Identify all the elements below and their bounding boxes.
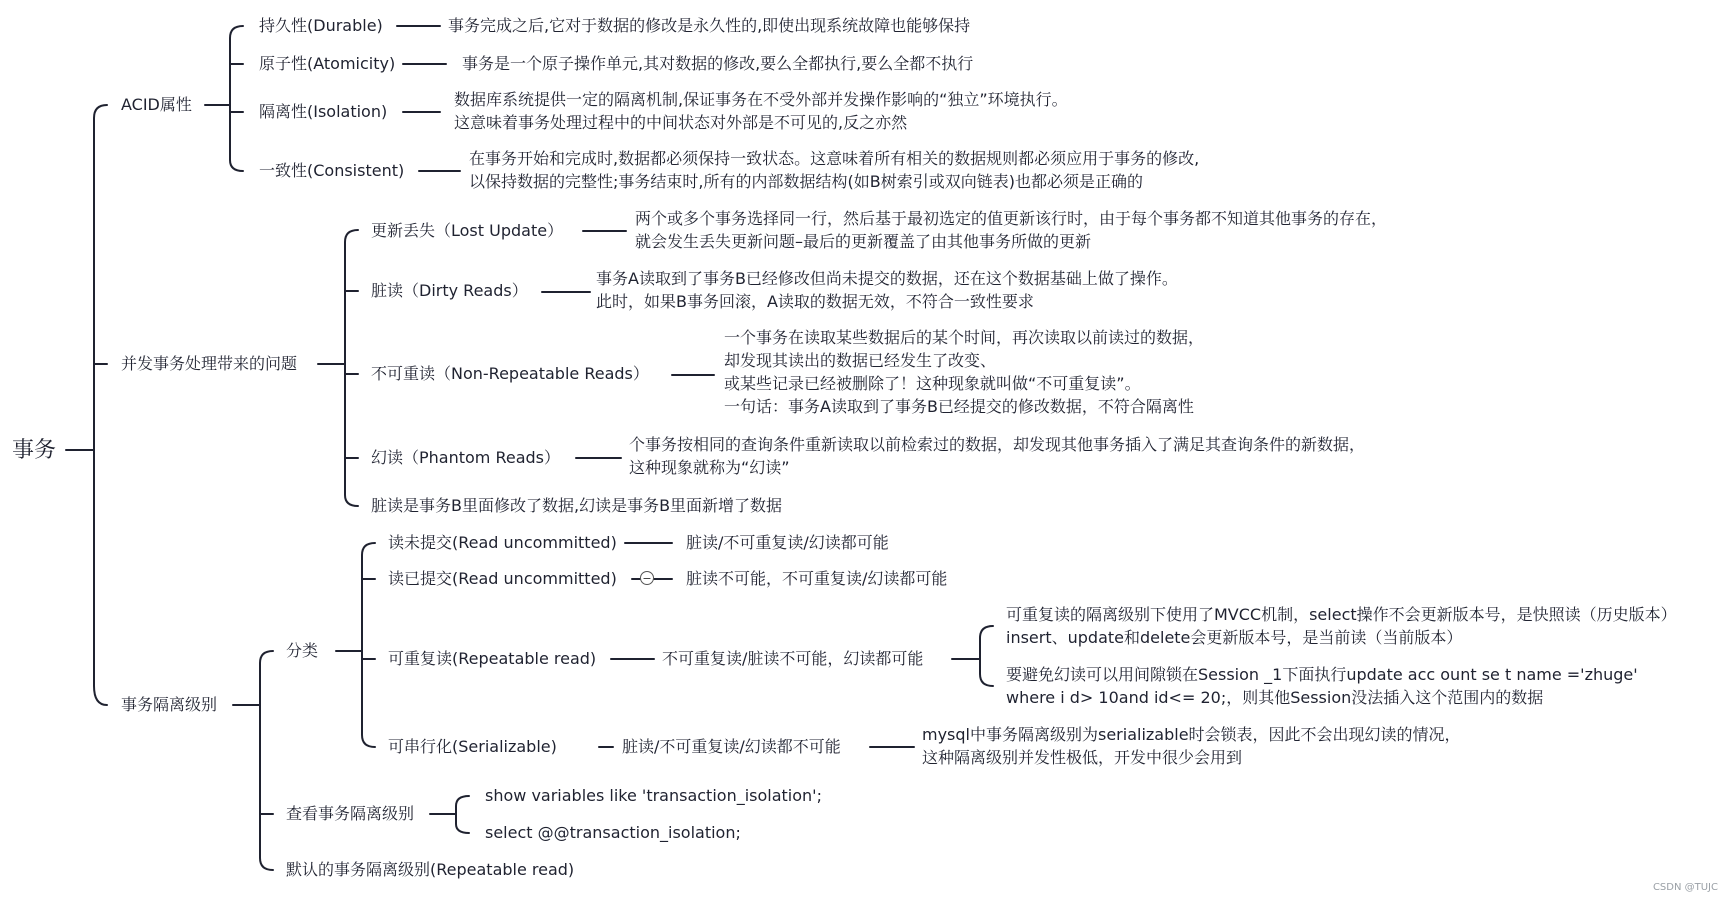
mvcc-note-line2: insert、update和delete会更新版本号，是当前读（当前版本）	[1006, 628, 1463, 647]
dirty-reads-desc	[596, 267, 1178, 313]
consistent-desc	[469, 147, 1199, 193]
watermark: CSDN @TUJC	[1652, 882, 1718, 893]
read-committed-desc: 脏读不可能，不可重复读/幻读都可能	[686, 569, 948, 588]
isolation-level-node: 事务隔离级别	[121, 695, 218, 714]
mvcc-note	[1006, 603, 1677, 649]
serializable-desc: 脏读/不可重复读/幻读都不可能	[622, 737, 841, 756]
collapse-toggle-icon[interactable]: −	[640, 571, 654, 585]
lost-update-desc-line2: 就会发生丢失更新问题–最后的更新覆盖了由其他事务所做的更新	[635, 232, 1092, 251]
view-isolation-node: 查看事务隔离级别	[286, 804, 415, 823]
isolation-node: 隔离性(Isolation)	[259, 102, 388, 121]
serializable-note-line1: mysql中事务隔离级别为serializable时会锁表，因此不会出现幻读的情况，	[922, 725, 1461, 744]
lost-update-desc	[635, 207, 1387, 253]
dirty-vs-phantom-note: 脏读是事务B里面修改了数据,幻读是事务B里面新增了数据	[371, 496, 783, 515]
mvcc-note-line1: 可重复读的隔离级别下使用了MVCC机制，select操作不会更新版本号，是快照读（历史版本）	[1006, 605, 1677, 624]
consistent-desc-line2: 以保持数据的完整性;事务结束时,所有的内部数据结构(如B树索引或双向链表)也都必须是正确的	[469, 172, 1143, 191]
durable-node: 持久性(Durable)	[259, 16, 383, 35]
acid-node: ACID属性	[121, 95, 192, 114]
durable-desc: 事务完成之后,它对于数据的修改是永久性的,即使出现系统故障也能够保持	[448, 16, 971, 35]
gap-lock-note	[1006, 663, 1638, 709]
dirty-reads-desc-line1: 事务A读取到了事务B已经修改但尚未提交的数据，还在这个数据基础上做了操作。	[596, 269, 1178, 288]
non-repeatable-desc-line1: 一个事务在读取某些数据后的某个时间，再次读取以前读过的数据，	[724, 328, 1205, 347]
atomicity-node: 原子性(Atomicity)	[259, 54, 396, 73]
repeatable-read-desc: 不可重复读/脏读不可能，幻读都可能	[662, 649, 924, 668]
non-repeatable-desc-line2: 却发现其读出的数据已经发生了改变、	[724, 351, 997, 370]
non-repeatable-desc-line4: 一句话：事务A读取到了事务B已经提交的修改数据，不符合隔离性	[724, 397, 1194, 416]
classification-node: 分类	[286, 641, 319, 660]
consistent-node: 一致性(Consistent)	[259, 161, 405, 180]
phantom-reads-node: 幻读（Phantom Reads）	[371, 448, 561, 467]
lost-update-desc-line1: 两个或多个事务选择同一行，然后基于最初选定的值更新该行时，由于每个事务都不知道其他事务的存在，	[635, 209, 1388, 228]
default-isolation-node: 默认的事务隔离级别(Repeatable read)	[286, 860, 575, 879]
isolation-desc-line1: 数据库系统提供一定的隔离机制,保证事务在不受外部并发操作影响的“独立”环境执行。	[454, 90, 1068, 109]
gap-lock-note-line2: where i d> 10and id<= 20;，则其他Session没法插入这个范围内的数据	[1006, 688, 1544, 707]
view-cmd-select: select @@transaction_isolation;	[485, 823, 741, 842]
isolation-desc	[454, 88, 1068, 134]
read-uncommitted-node: 读未提交(Read uncommitted)	[388, 533, 617, 552]
serializable-note-line2: 这种隔离级别并发性极低，开发中很少会用到	[922, 748, 1243, 767]
dirty-reads-node: 脏读（Dirty Reads）	[371, 281, 528, 300]
read-committed-node: 读已提交(Read uncommitted)	[388, 569, 617, 588]
phantom-reads-desc	[629, 433, 1365, 479]
consistent-desc-line1: 在事务开始和完成时,数据都必须保持一致状态。这意味着所有相关的数据规则都必须应用于事务的修改,	[469, 149, 1200, 168]
atomicity-desc: 事务是一个原子操作单元,其对数据的修改,要么全都执行,要么全都不执行	[462, 54, 974, 73]
non-repeatable-node: 不可重读（Non-Repeatable Reads）	[371, 364, 649, 383]
repeatable-read-node: 可重复读(Repeatable read)	[388, 649, 597, 668]
serializable-node: 可串行化(Serializable)	[388, 737, 557, 756]
view-cmd-show-variables: show variables like 'transaction_isolation';	[485, 786, 822, 805]
root-node: 事务	[12, 438, 57, 463]
gap-lock-note-line1: 要避免幻读可以用间隙锁在Session _1下面执行update acc ount se t name ='zhuge'	[1006, 665, 1638, 684]
serializable-note	[922, 723, 1461, 769]
dirty-reads-desc-line2: 此时，如果B事务回滚，A读取的数据无效，不符合一致性要求	[596, 292, 1034, 311]
phantom-reads-desc-line1: 个事务按相同的查询条件重新读取以前检索过的数据，却发现其他事务插入了满足其查询条件的新数据，	[629, 435, 1366, 454]
lost-update-node: 更新丢失（Lost Update）	[371, 221, 564, 240]
read-uncommitted-desc: 脏读/不可重复读/幻读都可能	[686, 533, 889, 552]
non-repeatable-desc-line3: 或某些记录已经被删除了！这种现象就叫做“不可重复读”。	[724, 374, 1141, 393]
isolation-desc-line2: 这意味着事务处理过程中的中间状态对外部是不可见的,反之亦然	[454, 113, 908, 132]
phantom-reads-desc-line2: 这种现象就称为“幻读”	[629, 458, 790, 477]
concurrency-node: 并发事务处理带来的问题	[121, 354, 298, 373]
non-repeatable-desc	[724, 326, 1204, 418]
